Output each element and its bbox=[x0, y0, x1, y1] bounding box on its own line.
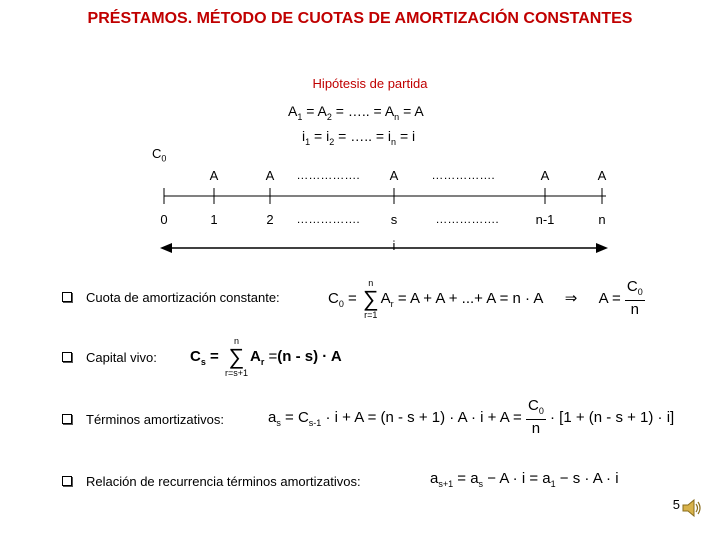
period-label: 0 bbox=[160, 212, 168, 227]
subtitle: Hipótesis de partida bbox=[312, 76, 428, 91]
period-dots: ……………. bbox=[296, 212, 360, 226]
c0-label: $C_0$ bbox=[152, 146, 167, 164]
payment-dots: ……………. bbox=[431, 168, 495, 182]
rate-arrow-left-head bbox=[160, 243, 172, 253]
payment-label: A bbox=[389, 168, 399, 183]
payment-label: A bbox=[265, 168, 275, 183]
period-label: n bbox=[598, 212, 606, 227]
checkbox-bullet-icon bbox=[62, 352, 72, 362]
bullet-label: Relación de recurrencia términos amortizativos: bbox=[86, 474, 361, 489]
period-label: n-1 bbox=[535, 212, 555, 227]
page-number: 5 bbox=[672, 497, 680, 512]
checkbox-bullet-icon bbox=[62, 292, 72, 302]
hypothesis-line-2: $i_1 = i_2$ = ….. = $i_n = i$ bbox=[302, 128, 416, 147]
rate-label: i bbox=[392, 238, 396, 253]
period-dots: ……………. bbox=[435, 212, 499, 226]
period-label: 1 bbox=[210, 212, 218, 227]
checkbox-bullet-icon bbox=[62, 476, 72, 486]
payment-dots: ……………. bbox=[296, 168, 360, 182]
period-label: s bbox=[390, 212, 398, 227]
speaker-icon[interactable] bbox=[680, 496, 704, 520]
payment-label: A bbox=[540, 168, 550, 183]
formula-cuota-amortizacion: $C_0$ = n ∑ r=1 $A_r = A + A$ + ...+ A = n · A ⇒ A = $\frac{C_0}{n}$ bbox=[328, 278, 643, 320]
formula-recurrencia: $a_{s+1} = a_s - A \cdot i = a_1 - s \cdot A \cdot i$ bbox=[430, 470, 619, 489]
rate-arrow-right-head bbox=[596, 243, 608, 253]
formula-terminos-amortizativos: $a_s = C_{s-1} \cdot i + A = (n - s + 1) \cdot A \cdot i + A$ = $\frac{C_0}{n}$ · [1 + (n - s + 1) · i] bbox=[268, 397, 675, 437]
checkbox-bullet-icon bbox=[62, 414, 72, 424]
payment-label: A bbox=[209, 168, 219, 183]
bullet-label: Términos amortizativos: bbox=[86, 412, 224, 427]
hypothesis-line-1: $A_1 = A_2$ = ….. = $A_n = A$ bbox=[288, 103, 424, 122]
period-label: 2 bbox=[266, 212, 274, 227]
payment-label: A bbox=[597, 168, 607, 183]
formula-capital-vivo: $C_s$ = n ∑ r=s+1 $A_r =(n - s) \cdot A$ bbox=[190, 336, 342, 378]
bullet-label: Capital vivo: bbox=[86, 350, 157, 365]
bullet-label: Cuota de amortización constante: bbox=[86, 290, 280, 305]
page-title: PRÉSTAMOS. MÉTODO DE CUOTAS DE AMORTIZACIÓN CONSTANTES bbox=[87, 10, 633, 27]
